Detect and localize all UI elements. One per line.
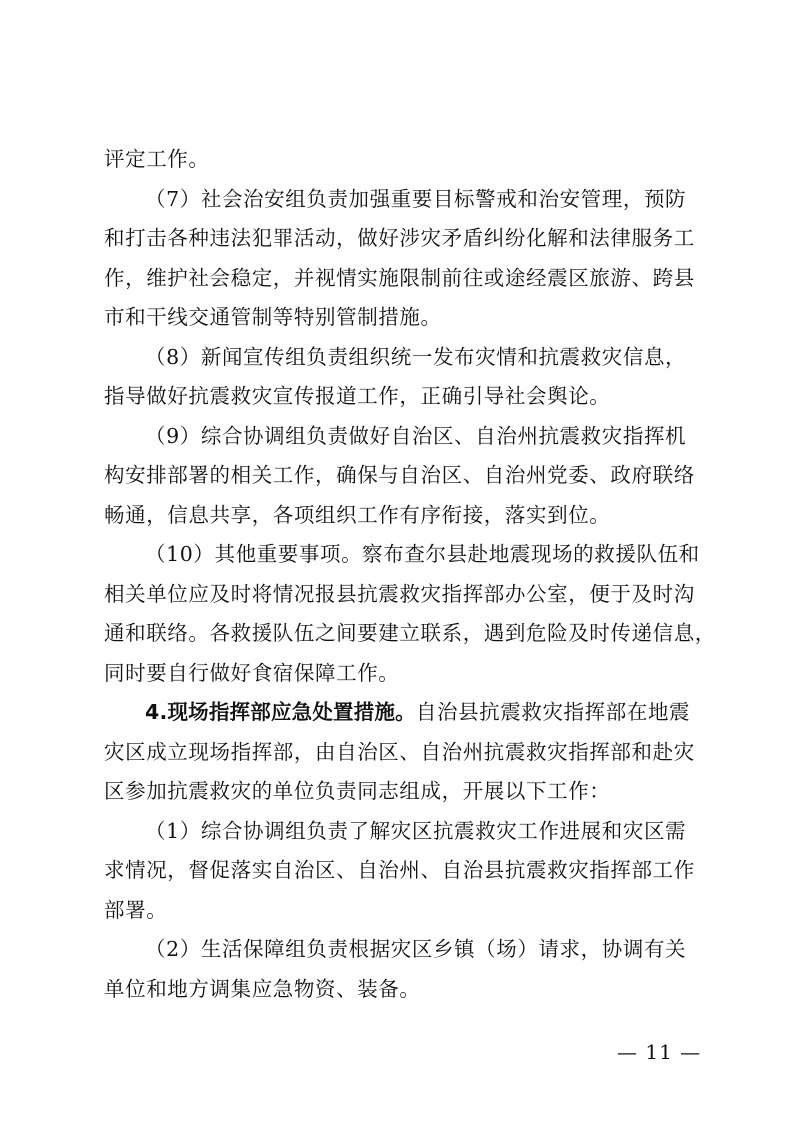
text-line: （7）社会治安组负责加强重要目标警戒和治安管理，预防 xyxy=(145,186,687,211)
text-line: 市和干线交通管制等特别管制措施。 xyxy=(104,305,442,329)
text-line: （9）综合协调组负责做好自治区、自治州抗震救灾指挥机 xyxy=(145,423,687,448)
text-line: 区参加抗震救灾的单位负责同志组成，开展以下工作： xyxy=(104,779,611,803)
text-line: 同时要自行做好食宿保障工作。 xyxy=(104,660,400,685)
text-line: 和打击各种违法犯罪活动，做好涉灾矛盾纠纷化解和法律服务工 xyxy=(104,226,695,250)
section-heading: 4.现场指挥部应急处置措施。 xyxy=(145,700,416,724)
text-line: 求情况，督促落实自治区、自治州、自治县抗震救灾指挥部工作 xyxy=(104,858,695,882)
page-number: — 11 — xyxy=(617,1040,702,1064)
text-line: （1）综合协调组负责了解灾区抗震救灾工作进展和灾区需 xyxy=(145,818,687,843)
text-line: 评定工作。 xyxy=(104,147,210,171)
section-heading-line xyxy=(104,693,694,733)
text-line: 部署。 xyxy=(104,897,168,922)
text-line: （2）生活保障组负责根据灾区乡镇（场）请求，协调有关 xyxy=(145,937,687,961)
text-line: （10）其他重要事项。察布查尔县赴地震现场的救援队伍和 xyxy=(145,542,700,566)
text-line: 构安排部署的相关工作，确保与自治区、自治州党委、政府联络 xyxy=(104,463,695,487)
body-text xyxy=(104,140,716,1009)
text-line: 作，维护社会稳定，并视情实施限制前往或途经震区旅游、跨县 xyxy=(104,265,695,290)
text-line: 单位和地方调集应急物资、装备。 xyxy=(104,976,421,1001)
text-line: 畅通，信息共享，各项组织工作有序衔接，落实到位。 xyxy=(104,502,611,527)
text-line: 灾区成立现场指挥部，由自治区、自治州抗震救灾指挥部和赴灾 xyxy=(104,739,695,764)
text-line: 通和联络。各救援队伍之间要建立联系，遇到危险及时传递信息， xyxy=(104,621,716,645)
text-line: 指导做好抗震救灾宣传报道工作，正确引导社会舆论。 xyxy=(104,384,611,408)
text-line: 相关单位应及时将情况报县抗震救灾指挥部办公室，便于及时沟 xyxy=(104,581,695,606)
text-line: 自治县抗震救灾指挥部在地震 xyxy=(415,700,691,724)
text-line: （8）新闻宣传组负责组织统一发布灾情和抗震救灾信息， xyxy=(145,344,687,369)
